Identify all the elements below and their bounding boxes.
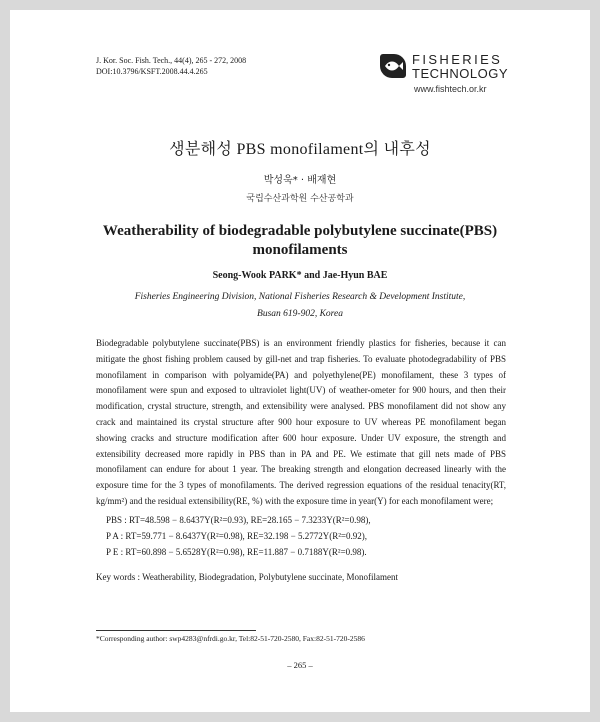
paper-page [10, 10, 590, 712]
equation-pa: P A : RT=59.771 − 8.6437Y(R²=0.98), RE=32.198 − 5.2772Y(R²=0.92), [106, 530, 367, 541]
logo-text-fisheries: FISHERIES [412, 52, 503, 67]
footnote-divider [96, 630, 256, 631]
corresponding-author-footnote: *Corresponding author: swp4283@nfrdi.go.kr, Tel:82-51-720-2580, Fax:82-51-720-2586 [96, 634, 365, 643]
english-affiliation [10, 289, 590, 323]
equation-pbs: PBS : RT=48.598 − 8.6437Y(R²=0.93), RE=28.165 − 7.3233Y(R²=0.98), [106, 515, 371, 525]
journal-citation: J. Kor. Soc. Fish. Tech., 44(4), 265 - 272, 2008 [96, 56, 247, 65]
page-number: – 265 – [287, 660, 313, 670]
english-authors: Seong-Wook PARK* and Jae-Hyun BAE [212, 270, 388, 281]
journal-logo [378, 50, 538, 96]
affiliation-line-1: Fisheries Engineering Division, National Fisheries Research & Development Institute, [134, 292, 466, 302]
korean-authors: 박성욱* · 배재현 [263, 175, 337, 186]
abstract-text: Biodegradable polybutylene succinate(PBS) is an environment friendly plastics for fisheries, because it can mitigate the ghost fishing problem caused by gill-net and trap fisheries. To evaluate photodegradability of PBS monofilament in comparison with polyamide(PA) and polyethylene(PE) monofilament, these 3 types of monofilament were spun and exposed to ultraviolet light(UV) of weather-ometer for 900 hours, and then their modification, crystal structure, strength, and extensibility were analysed. PBS monofilament did not show any crack and maintained its crystal structure after 900 hour exposure to UV whereas PE monofilament began showing cracks and structure modification after 600 hour exposure. Under UV exposure, the strength and extensibility decreased more rapidly in PBS than in PA and PE. We estimate that gill nets made of PBS monofilament can endure for about 1 year. The breaking strength and elongation decreased linearly with the exposure time for the 3 types of monofilaments. The derived regression equations of the residual tenacity(RT, kg/mm²) and the residual extensibility(RE, %) with the exposure time in year(Y) for each monofilament were; [96, 338, 506, 506]
equation-pe: P E : RT=60.898 − 5.6528Y(R²=0.98), RE=11.887 − 0.7188Y(R²=0.98). [106, 546, 367, 557]
regression-equations [106, 513, 371, 560]
logo-text-technology: TECHNOLOGY [412, 66, 509, 81]
journal-reference [96, 55, 246, 77]
english-title: Weatherability of biodegradable polybutylene succinate(PBS) monofilaments [102, 223, 498, 258]
korean-title: 생분해성 PBS monofilament의 내후성 [169, 141, 431, 158]
korean-affiliation: 국립수산과학원 수산공학과 [246, 194, 354, 204]
fish-logo-icon [380, 54, 406, 78]
affiliation-line-2: Busan 619-902, Korea [257, 309, 343, 319]
keywords: Key words : Weatherability, Biodegradation, Polybutylene succinate, Monofilament [96, 572, 398, 582]
journal-doi: DOI:10.3796/KSFT.2008.44.4.265 [96, 67, 208, 76]
journal-website: www.fishtech.or.kr [414, 84, 487, 94]
